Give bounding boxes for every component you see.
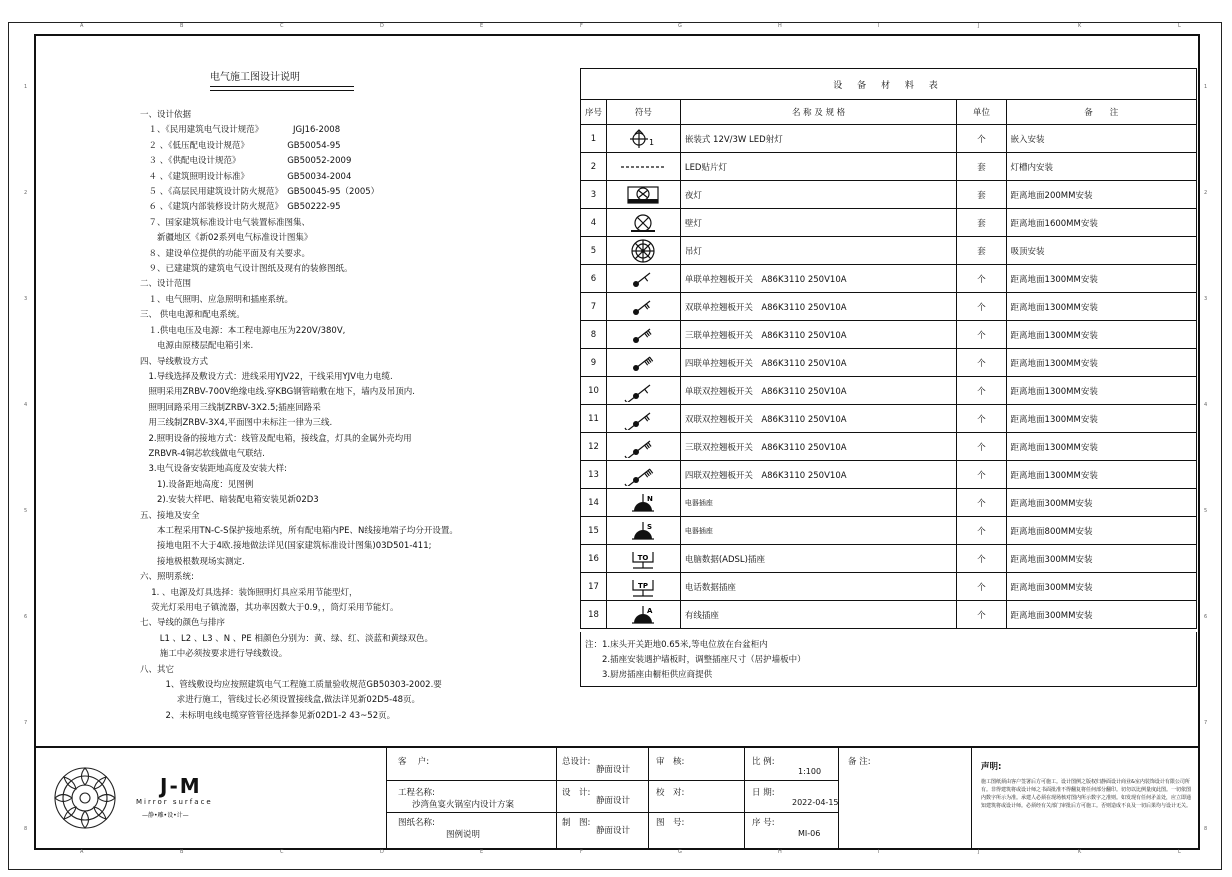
item-name: 电话数据插座	[680, 573, 957, 601]
svg-text:S: S	[647, 522, 653, 531]
ruler-right	[1204, 22, 1214, 870]
item-note: 距离地面300MM安装	[1006, 489, 1196, 517]
table-row	[581, 125, 1197, 153]
ruler-letter: K	[1078, 849, 1082, 855]
item-name: 夜灯	[680, 181, 957, 209]
item-unit: 个	[957, 293, 1006, 321]
ruler-number: 8	[1204, 826, 1208, 832]
row-number: 9	[581, 349, 607, 377]
ruler-number: 3	[1204, 296, 1208, 302]
ruler-letter: J	[978, 849, 980, 855]
drawing-name-value: 图例说明	[446, 830, 481, 840]
table-row	[581, 181, 1197, 209]
check-label: 校 对:	[656, 788, 685, 798]
note-line: 1).设备距地高度：见图例	[140, 479, 254, 490]
logo-tagline: —静•雕•设•计—	[142, 812, 189, 819]
item-name: 双联单控翘板开关 A86K3110 250V10A	[680, 293, 957, 321]
tb-divider	[386, 780, 838, 781]
note-line: 1. 、电源及灯具选择：装饰照明灯具应采用节能型灯，	[140, 587, 358, 598]
item-name: 单联双控翘板开关 A86K3110 250V10A	[680, 377, 957, 405]
switch-4-icon	[607, 349, 681, 377]
logo-emblem-icon	[50, 756, 120, 840]
note-line: 照明回路采用三线制ZRBV-3X2.5;插座回路采	[140, 402, 321, 413]
item-unit: 个	[957, 601, 1006, 629]
ruler-number: 6	[24, 614, 28, 620]
date-value: 2022-04-15	[792, 798, 839, 807]
note-line: 一、设计依据	[140, 110, 192, 120]
svg-text:N: N	[647, 494, 654, 503]
item-note: 距离地面1300MM安装	[1006, 461, 1196, 489]
recessed-spotlight-icon	[607, 125, 681, 153]
socket-a-icon	[607, 601, 681, 629]
wall-light-icon	[607, 209, 681, 237]
ruler-letter: B	[180, 23, 184, 29]
item-note: 灯槽内安装	[1006, 153, 1196, 181]
ruler-number: 1	[1204, 84, 1208, 90]
item-note: 距离地面1300MM安装	[1006, 321, 1196, 349]
socket-s-icon	[607, 517, 681, 545]
table-row	[581, 265, 1197, 293]
item-unit: 个	[957, 489, 1006, 517]
header-note: 备 注	[1006, 100, 1196, 125]
declaration-title: 声明:	[981, 762, 1002, 772]
table-row	[581, 545, 1197, 573]
note-line: 用三线制ZRBV-3X4,平面图中未标注一律为三线.	[140, 418, 333, 429]
logo-text: J-M	[160, 774, 202, 798]
table-row	[581, 489, 1197, 517]
ruler-letter: A	[80, 849, 84, 855]
dswitch-1-icon	[607, 377, 681, 405]
table-row	[581, 377, 1197, 405]
note-line: 新疆地区《新02系列电气标准设计图集》	[140, 233, 313, 244]
note-line: ６ 、《建筑内部装修设计防火规范》 GB50222-95	[140, 202, 341, 213]
footnote-line: 注：1.床头开关距地0.65米,等电位放在台盆柜内	[585, 640, 768, 650]
row-number: 12	[581, 433, 607, 461]
drafter-value: 静面设计	[596, 826, 631, 836]
svg-text:A: A	[647, 606, 653, 615]
ruler-number: 6	[1204, 614, 1208, 620]
footnote-line: 2.插座安装遇护墙板时，调整插座尺寸（居护墙板中）	[585, 655, 806, 665]
item-note: 距离地面1300MM安装	[1006, 405, 1196, 433]
item-note: 距离地面1300MM安装	[1006, 293, 1196, 321]
row-number: 6	[581, 265, 607, 293]
note-line: 2、未标明电线电缆穿管管径选择参见新02D1-2 43~52页。	[140, 710, 396, 721]
item-note: 距离地面300MM安装	[1006, 601, 1196, 629]
project-value: 沙湾鱼宴火锅室内设计方案	[412, 800, 515, 810]
scale-value: 1:100	[798, 767, 822, 776]
item-name: 电器插座	[680, 489, 957, 517]
item-name: 四联双控翘板开关 A86K3110 250V10A	[680, 461, 957, 489]
item-name: 有线插座	[680, 601, 957, 629]
table-row	[581, 237, 1197, 265]
note-line: 四、导线敷设方式	[140, 356, 209, 367]
row-number: 15	[581, 517, 607, 545]
note-line: ９、已建建筑的建筑电气设计图纸及现有的装修图纸。	[140, 264, 353, 275]
item-name: 三联单控翘板开关 A86K3110 250V10A	[680, 321, 957, 349]
note-line: 五、接地及安全	[140, 510, 200, 521]
note-line: 照明采用ZRBV-700V绝缘电线.穿KBG钢管暗敷在地下，墙内及吊顶内.	[140, 387, 415, 398]
table-footnotes	[580, 632, 1197, 687]
note-line: 六、照明系统:	[140, 572, 194, 583]
header-unit: 单位	[957, 100, 1006, 125]
row-number: 18	[581, 601, 607, 629]
row-number: 2	[581, 153, 607, 181]
note-line: ３ 、《供配电设计规范》 GB50052-2009	[140, 156, 352, 167]
socket-tp-icon	[607, 573, 681, 601]
switch-3-icon	[607, 321, 681, 349]
night-light-icon	[607, 181, 681, 209]
note-line: 2.照明设备的接地方式：线管及配电箱，接线盒，灯具的金属外壳均用	[140, 433, 412, 444]
note-line: １.供电电压及电源：本工程电源电压为220V/380V,	[140, 325, 346, 336]
ruler-letter: J	[978, 23, 980, 29]
item-unit: 个	[957, 573, 1006, 601]
tb-divider	[556, 748, 557, 850]
item-note: 吸顶安装	[1006, 237, 1196, 265]
declaration-text: 施工图纸须由客户签署后方可施工。设计图例之版权归静面设计商业&室内装饰设计有限公司所有。非得建筑将或设计师之书面批准不得翻复将任何部分翻印。切勿以比例量度此图。一切依图内数字所示为准。承建人必须在现场核对图内所示数字之准则。如发现有任何矛盖处，应立即通知建筑将或设计师。必须经有关部门审批后方可施工。否则造成不良及一切后果均与设计无关。	[981, 779, 1192, 809]
note-line: 1、管线敷设均应按照建筑电气工程施工质量验收规范GB50303-2002.要	[140, 680, 442, 691]
item-note: 距离地面1300MM安装	[1006, 377, 1196, 405]
note-line: 接地电阻不大于4欧.接地做法详见(国家建筑标准设计图集)03D501-411;	[140, 541, 432, 552]
ruler-letter: I	[878, 23, 880, 29]
drafter-label: 制 图:	[562, 818, 591, 828]
title-underline	[210, 86, 354, 91]
item-unit: 个	[957, 377, 1006, 405]
dswitch-2-icon	[607, 405, 681, 433]
ruler-letter: L	[1178, 849, 1181, 855]
ruler-letter: D	[380, 849, 384, 855]
note-line: ２ 、《低压配电设计规范》 GB50054-95	[140, 140, 341, 151]
row-number: 8	[581, 321, 607, 349]
item-unit: 套	[957, 181, 1006, 209]
note-line: 电源由原楼层配电箱引来.	[140, 341, 254, 352]
row-number: 13	[581, 461, 607, 489]
ruler-letter: C	[280, 849, 284, 855]
note-line: ZRBVR-4铜芯软线做电气联结.	[140, 448, 265, 459]
item-unit: 个	[957, 321, 1006, 349]
item-unit: 个	[957, 265, 1006, 293]
item-unit: 个	[957, 349, 1006, 377]
equipment-table	[580, 68, 1197, 629]
table-row	[581, 293, 1197, 321]
row-number: 16	[581, 545, 607, 573]
ruler-letter: E	[480, 23, 484, 29]
item-unit: 个	[957, 405, 1006, 433]
ruler-number: 2	[24, 190, 28, 196]
header-symbol: 符号	[607, 100, 681, 125]
ruler-letter: D	[380, 23, 384, 29]
review-label: 审 核:	[656, 757, 685, 767]
item-name: 三联双控翘板开关 A86K3110 250V10A	[680, 433, 957, 461]
row-number: 7	[581, 293, 607, 321]
ruler-letter: I	[878, 849, 880, 855]
scale-label: 比 例:	[752, 757, 775, 767]
tb-divider	[648, 748, 649, 850]
item-unit: 个	[957, 517, 1006, 545]
note-line: 八、其它	[140, 664, 175, 675]
ruler-number: 4	[1204, 402, 1208, 408]
project-label: 工程名称:	[398, 788, 435, 798]
item-name: 双联双控翘板开关 A86K3110 250V10A	[680, 405, 957, 433]
sequence-label: 序 号:	[752, 818, 775, 828]
pendant-light-icon	[607, 237, 681, 265]
item-unit: 套	[957, 153, 1006, 181]
remark-label: 备 注:	[848, 757, 871, 767]
page-title: 电气施工图设计说明	[210, 72, 300, 83]
note-line: 2).安装大样吧、暗装配电箱安装见新02D3	[140, 495, 319, 506]
note-line: 1.导线选择及敷设方式：进线采用YJV22，干线采用YJV电力电缆.	[140, 371, 393, 382]
row-number: 4	[581, 209, 607, 237]
ruler-letter: G	[678, 849, 682, 855]
ruler-top	[8, 20, 1222, 34]
dswitch-4-icon	[607, 461, 681, 489]
ruler-number: 4	[24, 402, 28, 408]
header-name: 名 称 及 规 格	[680, 100, 957, 125]
item-note: 距离地面800MM安装	[1006, 517, 1196, 545]
svg-text:TP: TP	[638, 581, 649, 590]
item-name: 吊灯	[680, 237, 957, 265]
item-unit: 个	[957, 461, 1006, 489]
item-unit: 套	[957, 209, 1006, 237]
ruler-number: 2	[1204, 190, 1208, 196]
dswitch-3-icon	[607, 433, 681, 461]
svg-text:TO: TO	[638, 553, 649, 562]
ruler-letter: C	[280, 23, 284, 29]
table-row	[581, 405, 1197, 433]
led-strip-icon	[607, 153, 681, 181]
item-name: 嵌装式 12V/3W LED射灯	[680, 125, 957, 153]
note-line: 求进行施工，管线过长必须设置接线盒,做法详见新02D5-48页。	[140, 695, 421, 706]
item-note: 距离地面1300MM安装	[1006, 433, 1196, 461]
tb-divider	[386, 812, 838, 813]
note-line: 施工中必须按要求进行导线数设。	[140, 649, 288, 660]
socket-n-icon	[607, 489, 681, 517]
tb-divider	[386, 748, 387, 850]
item-unit: 套	[957, 237, 1006, 265]
row-number: 3	[581, 181, 607, 209]
note-line: ８、建设单位提供的功能平面及有关要求。	[140, 248, 311, 259]
item-unit: 个	[957, 545, 1006, 573]
table-caption: 设 备 材 料 表	[581, 69, 1197, 100]
table-row	[581, 349, 1197, 377]
ruler-letter: B	[180, 849, 184, 855]
sequence-value: MI-06	[798, 829, 821, 838]
ruler-letter: F	[580, 849, 583, 855]
item-note: 距离地面1300MM安装	[1006, 349, 1196, 377]
client-label: 客 户:	[398, 757, 430, 767]
table-row	[581, 461, 1197, 489]
row-number: 17	[581, 573, 607, 601]
note-line: ４ 、《建筑照明设计标准》 GB50034-2004	[140, 171, 352, 182]
note-line: 3.电气设备安装距地高度及安装大样:	[140, 464, 287, 475]
title-block	[36, 746, 1198, 850]
item-unit: 个	[957, 433, 1006, 461]
item-name: 壁灯	[680, 209, 957, 237]
socket-to-icon	[607, 545, 681, 573]
item-note: 距离地面300MM安装	[1006, 545, 1196, 573]
note-line: ７、国家建筑标准设计电气装置标准图集、	[140, 217, 311, 228]
ruler-letter: A	[80, 23, 84, 29]
svg-text:1: 1	[649, 137, 655, 147]
tb-divider	[744, 748, 745, 850]
item-name: 电脑数据(ADSL)插座	[680, 545, 957, 573]
item-name: LED贴片灯	[680, 153, 957, 181]
row-number: 5	[581, 237, 607, 265]
table-row	[581, 209, 1197, 237]
ruler-letter: F	[580, 23, 583, 29]
ruler-number: 1	[24, 84, 28, 90]
table-row	[581, 601, 1197, 629]
note-line: 接地极根数现场实测定.	[140, 556, 245, 567]
drawing-no-label: 图 号:	[656, 818, 685, 828]
ruler-number: 5	[1204, 508, 1208, 514]
tb-divider	[971, 748, 972, 850]
item-name: 电器插座	[680, 517, 957, 545]
item-note: 距离地面200MM安装	[1006, 181, 1196, 209]
footnote-line: 3.厨房插座由橱柜供应商提供	[585, 670, 713, 680]
table-row	[581, 433, 1197, 461]
table-row	[581, 517, 1197, 545]
designer-value: 静面设计	[596, 796, 631, 806]
note-line: 二、设计范围	[140, 279, 192, 290]
switch-2-icon	[607, 293, 681, 321]
note-line: ５ 、《高层民用建筑设计防火规范》 GB50045-95（2005）	[140, 187, 380, 198]
item-note: 距离地面1600MM安装	[1006, 209, 1196, 237]
ruler-letter: G	[678, 23, 682, 29]
design-notes	[140, 108, 560, 724]
row-number: 11	[581, 405, 607, 433]
note-line: 三、 供电电源和配电系统。	[140, 310, 245, 321]
ruler-number: 3	[24, 296, 28, 302]
ruler-letter: H	[778, 849, 782, 855]
ruler-left	[24, 22, 34, 870]
designer-label: 设 计:	[562, 788, 591, 798]
note-line: １、《民用建筑电气设计规范》 JGJ16-2008	[140, 125, 341, 136]
ruler-number: 7	[24, 720, 28, 726]
ruler-letter: E	[480, 849, 484, 855]
item-note: 嵌入安装	[1006, 125, 1196, 153]
table-row	[581, 321, 1197, 349]
switch-1-icon	[607, 265, 681, 293]
item-unit: 个	[957, 125, 1006, 153]
ruler-letter: K	[1078, 23, 1082, 29]
table-header-row	[581, 100, 1197, 125]
ruler-letter: H	[778, 23, 782, 29]
logo-subtitle: Mirror surface	[136, 798, 213, 806]
item-note: 距离地面300MM安装	[1006, 573, 1196, 601]
ruler-number: 7	[1204, 720, 1208, 726]
item-name: 四联单控翘板开关 A86K3110 250V10A	[680, 349, 957, 377]
item-name: 单联单控翘板开关 A86K3110 250V10A	[680, 265, 957, 293]
note-line: L1 、L2 、L3 、N 、PE 相颜色分别为：黄、绿、红、淡蓝和黄绿双色。	[140, 633, 433, 644]
date-label: 日 期:	[752, 788, 775, 798]
ruler-letter: L	[1178, 23, 1181, 29]
row-number: 10	[581, 377, 607, 405]
note-line: 本工程采用TN-C-S保护接地系统，所有配电箱内PE、N线接地端子均分开设置。	[140, 525, 458, 536]
item-note: 距离地面1300MM安装	[1006, 265, 1196, 293]
note-line: 荧光灯采用电子镇流器，其功率因数大于0.9，，筒灯采用节能灯。	[140, 603, 399, 613]
note-line: 七、导线的颜色与排序	[140, 618, 226, 629]
drawing-name-label: 图纸名称:	[398, 818, 435, 828]
ruler-number: 8	[24, 826, 28, 832]
chief-designer-value: 静面设计	[596, 765, 631, 775]
note-line: １、电气照明、应急照明和插座系统。	[140, 294, 294, 305]
row-number: 1	[581, 125, 607, 153]
table-row	[581, 573, 1197, 601]
ruler-number: 5	[24, 508, 28, 514]
table-row	[581, 153, 1197, 181]
row-number: 14	[581, 489, 607, 517]
header-seq: 序号	[581, 100, 607, 125]
chief-designer-label: 总设计:	[562, 757, 591, 767]
